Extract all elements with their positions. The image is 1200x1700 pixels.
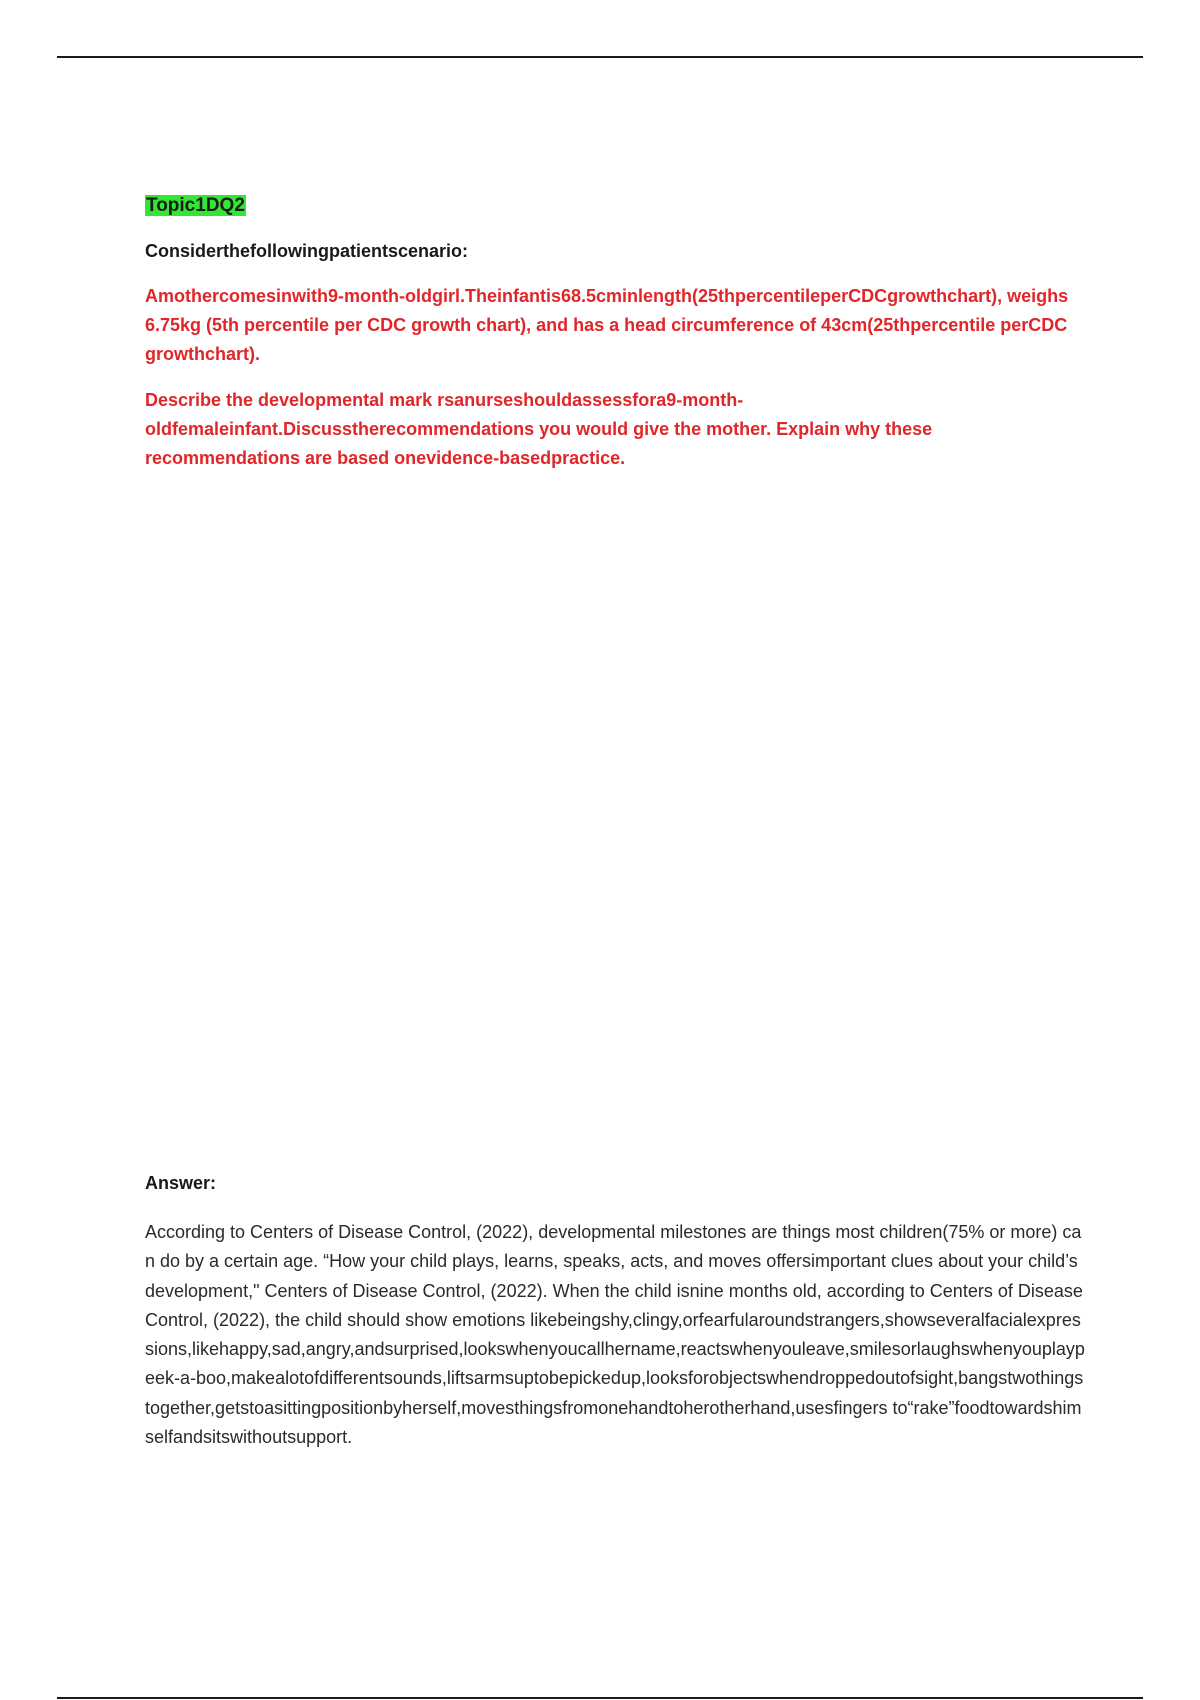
question-text: Describe the developmental mark rsanurseshouldassessfora9-month-oldfemaleinfant.Discusstherecommendations you would give the mother. Explain why these recommendations are based onevidence-basedpractice. xyxy=(145,390,933,468)
answer-text: According to Centers of Disease Control, (2022), developmental milestones are things most children(75% or more) can do by a certain age. “How your child plays, learns, speaks, acts, and moves offersimportant clues about your child’s development," Centers of Disease Control, (2022). When the child isnine months old, according to Centers of Disease Control, (2022), the child should show emotions likebeingshy,clingy,orfearfularoundstrangers,showseveralfacialexpressions,likehappy,sad,angry,andsurprised,lookswhenyoucallhername,reactswhenyouleave,smilesorlaughswhenyouplaypeek-a-boo,makealotofdifferentsounds,liftsarmsuptobepickedup,looksforobjectswhendroppedoutofsight,bangstwothingstogether,getstoasittingpositionbyherself,movesthingsfromonehandtoherotherhand,usesfingers to“rake”foodtowardshimselfandsitswithoutsupport. xyxy=(145,1222,1085,1448)
topic-highlight: Topic1DQ2 xyxy=(146,195,245,216)
scenario-text: Amothercomesinwith9-month-oldgirl.Theinfantis68.5cminlength(25thpercentileperCDCgrowthchart), weighs 6.75kg (5th percentile per CDC growth chart), and has a head circumference of 43cm(25thpercentile perCDC growthchart). xyxy=(145,286,1069,364)
bottom-rule xyxy=(57,1697,1143,1699)
answer-label: Answer: xyxy=(145,1173,217,1193)
prompt-heading: Considerthefollowingpatientscenario: xyxy=(145,241,469,261)
topic-label xyxy=(145,193,246,219)
top-rule xyxy=(57,56,1143,58)
